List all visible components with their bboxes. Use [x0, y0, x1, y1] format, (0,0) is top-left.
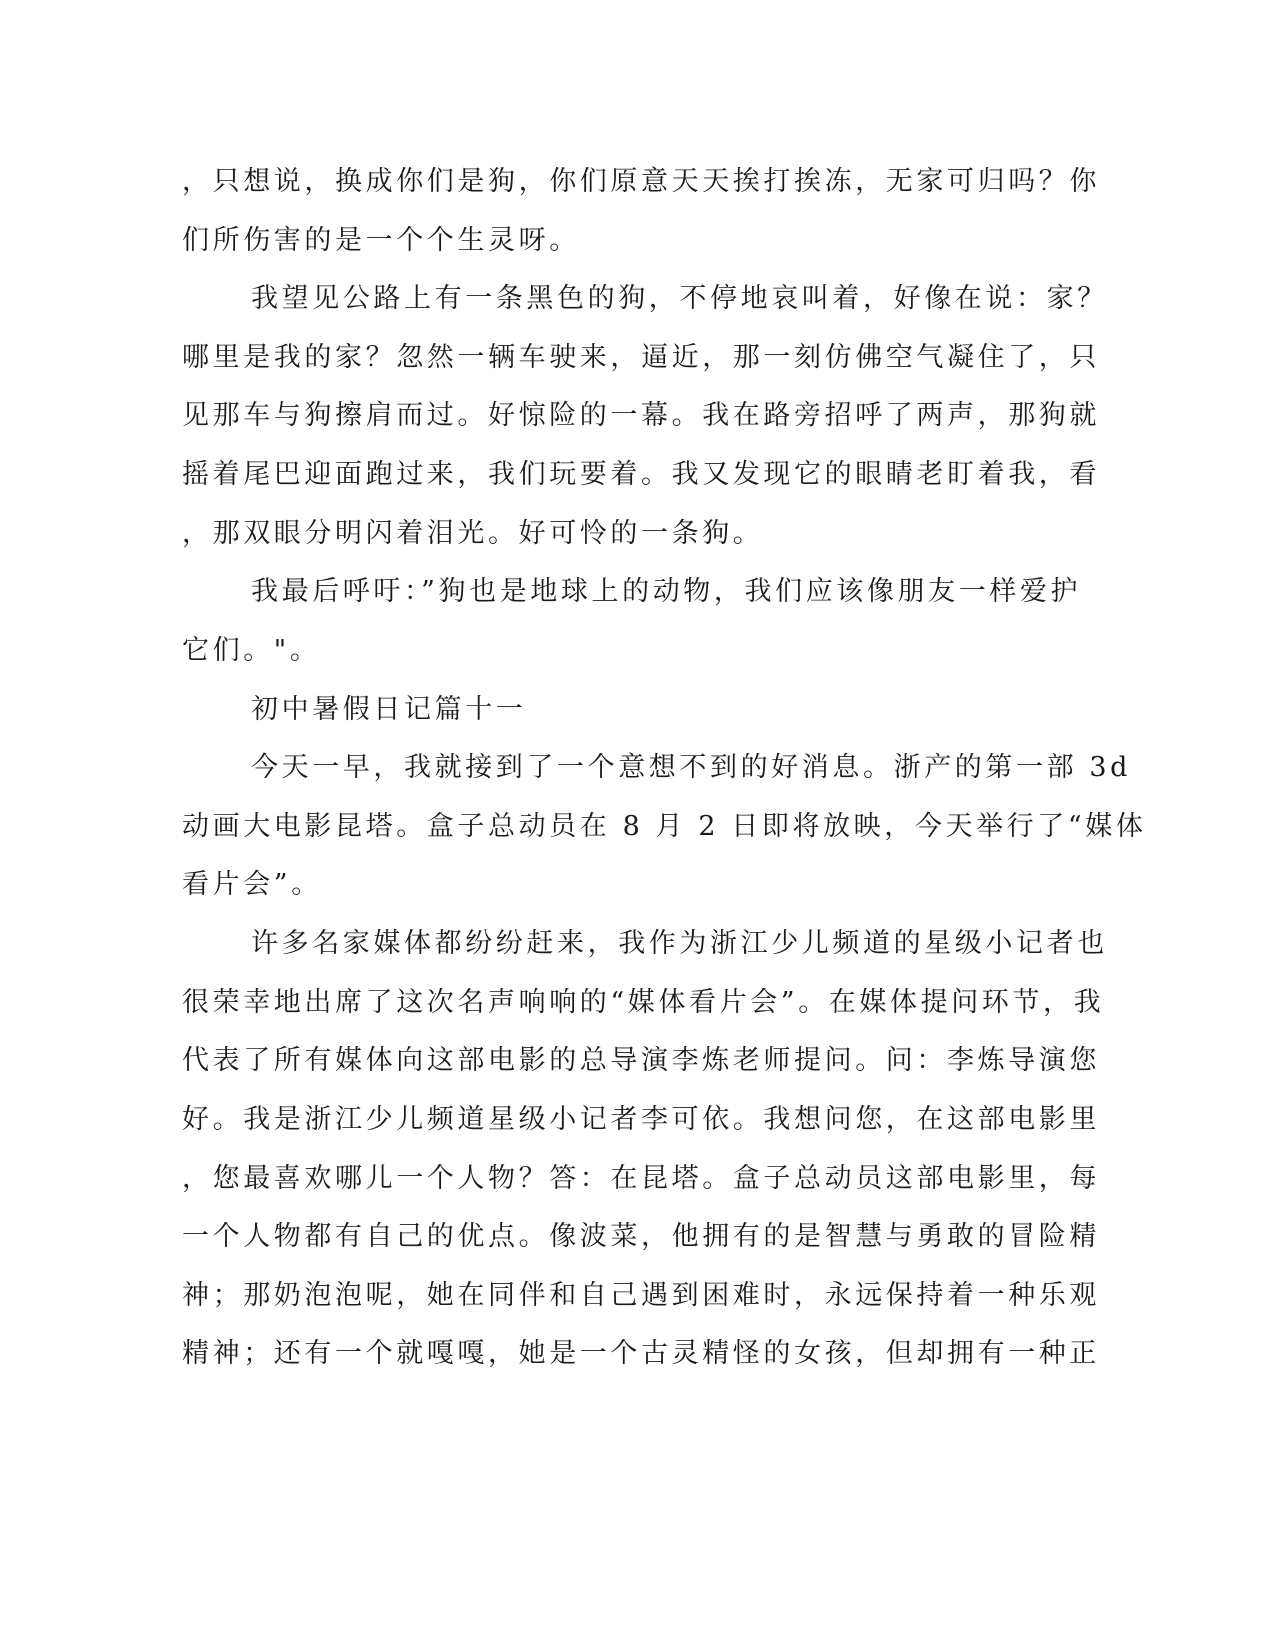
- text-line: 精神；还有一个就嘎嘎，她是一个古灵精怪的女孩，但却拥有一种正: [182, 1338, 1100, 1369]
- text-line: ，那双眼分明闪着泪光。好可怜的一条狗。: [182, 518, 764, 549]
- text-line: 哪里是我的家？忽然一辆车驶来，逼近，那一刻仿佛空气凝住了，只: [182, 342, 1100, 373]
- text-line: ，您最喜欢哪儿一个人物？答：在昆塔。盒子总动员这部电影里，每: [182, 1163, 1100, 1194]
- text-line: 神；那奶泡泡呢，她在同伴和自己遇到困难时，永远保持着一种乐观: [182, 1280, 1100, 1311]
- text-line: 我望见公路上有一条黑色的狗，不停地哀叫着，好像在说：家？: [251, 283, 1108, 314]
- text-line: 许多名家媒体都纷纷赶来，我作为浙江少儿频道的星级小记者也: [251, 928, 1108, 959]
- text-line: 见那车与狗擦肩而过。好惊险的一幕。我在路旁招呼了两声，那狗就: [182, 400, 1100, 431]
- text-line: 一个人物都有自己的优点。像波菜，他拥有的是智慧与勇敢的冒险精: [182, 1221, 1100, 1252]
- section-heading: 初中暑假日记篇十一: [251, 694, 527, 725]
- text-line: 今天一早，我就接到了一个意想不到的好消息。浙产的第一部 3d: [251, 752, 1132, 783]
- text-line: ，只想说，换成你们是狗，你们原意天天挨打挨冻，无家可归吗？你: [182, 166, 1100, 197]
- text-line: 好。我是浙江少儿频道星级小记者李可依。我想问您，在这部电影里: [182, 1104, 1100, 1135]
- text-line: 我最后呼吁：”狗也是地球上的动物，我们应该像朋友一样爱护: [251, 576, 1082, 607]
- text-line: 们所伤害的是一个个生灵呀。: [182, 225, 580, 256]
- text-line: 它们。"。: [182, 635, 321, 666]
- text-line: 看片会”。: [182, 869, 322, 900]
- text-line: 代表了所有媒体向这部电影的总导演李炼老师提问。问：李炼导演您: [182, 1045, 1100, 1076]
- text-line: 很荣幸地出席了这次名声响响的“媒体看片会”。在媒体提问环节，我: [182, 987, 1105, 1018]
- text-line: 摇着尾巴迎面跑过来，我们玩要着。我又发现它的眼睛老盯着我，看: [182, 459, 1100, 490]
- text-line: 动画大电影昆塔。盒子总动员在 8 月 2 日即将放映，今天举行了“媒体: [182, 811, 1147, 842]
